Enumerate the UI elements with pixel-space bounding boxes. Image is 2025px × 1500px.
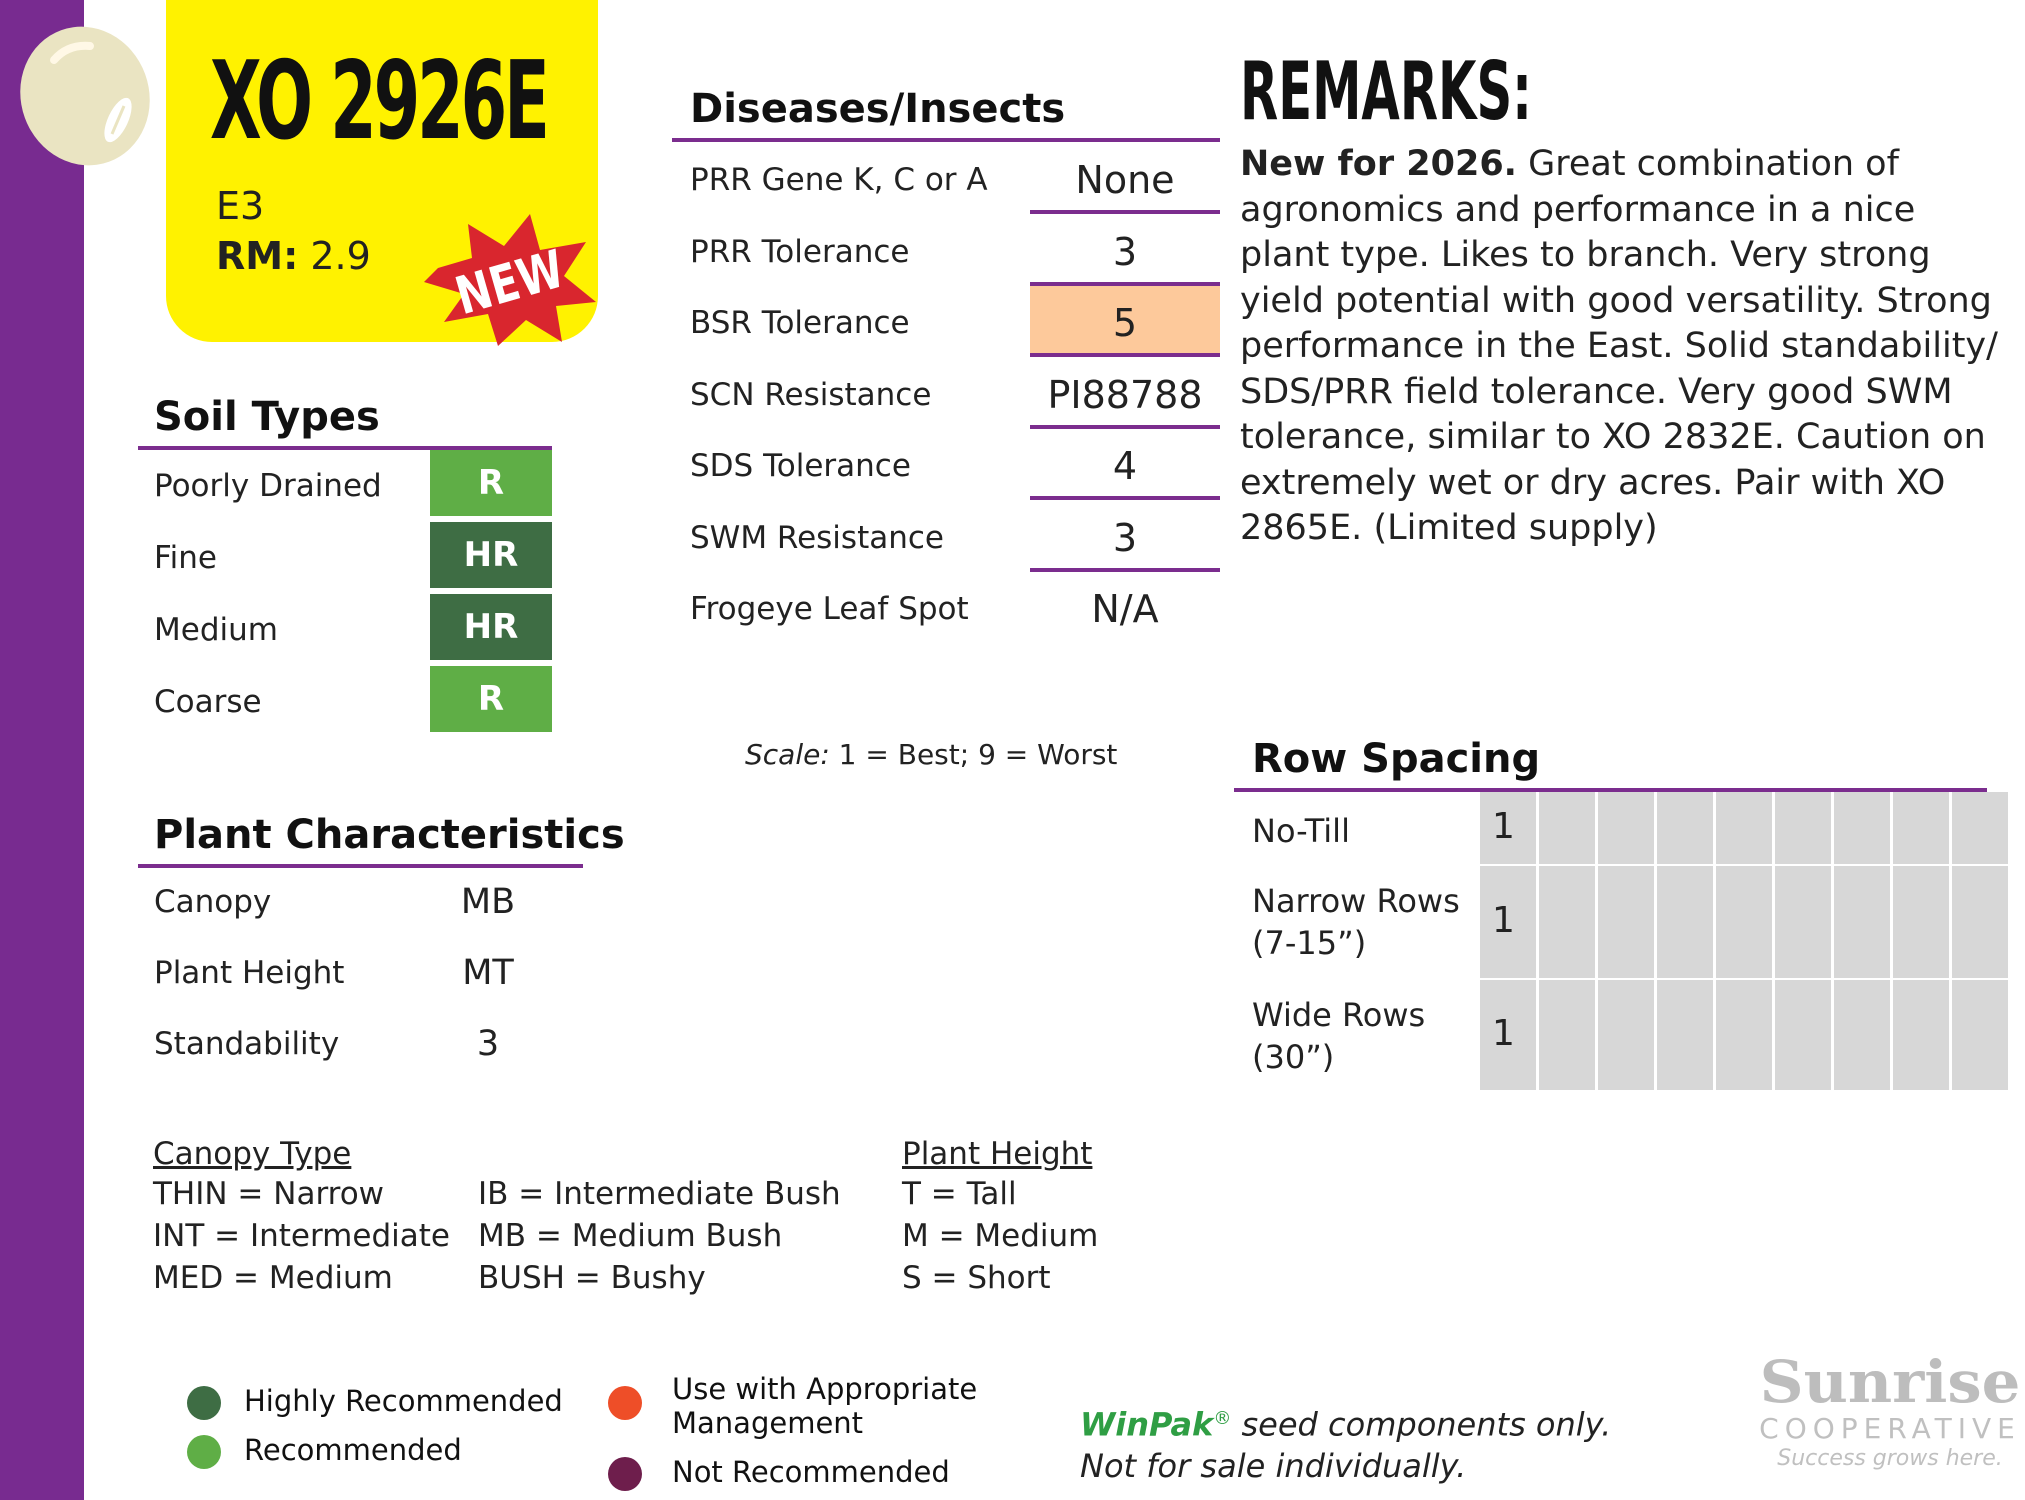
disease-value-rule (1030, 568, 1220, 572)
row-spacing-cell (1775, 866, 1831, 978)
plant-characteristic-value: 3 (476, 1024, 500, 1064)
relative-maturity: RM: 2.9 (216, 234, 371, 278)
row-spacing-label: No-Till (1252, 812, 1350, 850)
disease-value-rule (1030, 425, 1220, 429)
row-spacing-cell (1834, 980, 1890, 1090)
plant-height-key-item: S = Short (902, 1260, 1051, 1296)
plant-characteristics-rule (138, 864, 583, 868)
disease-label: BSR Tolerance (690, 305, 910, 341)
row-spacing-cell (1657, 792, 1713, 864)
plant-height-key-item: M = Medium (902, 1218, 1099, 1254)
row-spacing-cell (1952, 866, 2008, 978)
soil-type-label: Coarse (154, 684, 262, 720)
soil-type-rating: HR (430, 594, 552, 660)
disease-label: Frogeye Leaf Spot (690, 591, 969, 627)
plant-characteristic-value: MB (460, 882, 516, 922)
new-badge-label: NEW (449, 238, 571, 328)
winpak-brand: WinPak (1080, 1405, 1214, 1444)
row-spacing-title: Row Spacing (1252, 736, 1541, 782)
row-spacing-rating: 1 (1492, 806, 1515, 847)
not-recommended-label: Not Recommended (672, 1455, 950, 1489)
diseases-insects-title: Diseases/Insects (690, 86, 1066, 132)
remarks-text: New for 2026. Great combination of agronomics and performance in a nice plant type. Likes to branch. Very strong yield potential with good versatility. Strong performance in the East. Solid standability/ SDS/PRR field tolerance. Very good SWM tolerance, similar to XO 2832E. Caution on extremely wet or dry acres. Pair with XO 2865E. (Limited supply) (1240, 144, 1998, 548)
row-spacing-cell (1952, 980, 2008, 1090)
plant-characteristic-label: Canopy (154, 884, 272, 920)
disease-label: SDS Tolerance (690, 448, 911, 484)
not-recommended-dot (608, 1457, 642, 1491)
disease-label: SWM Resistance (690, 519, 944, 556)
disease-value: None (1075, 158, 1175, 202)
recommended-label: Recommended (244, 1433, 462, 1467)
soil-type-label: Fine (154, 540, 217, 576)
appropriate-management-label: Use with Appropriate Management (672, 1372, 978, 1440)
disease-value-rule (1030, 496, 1220, 500)
footer-note: WinPak® seed components only. Not for sale individually. (1080, 1405, 1612, 1485)
row-spacing-label: Wide Rows (30”) (1252, 996, 1426, 1076)
canopy-key-item: MB = Medium Bush (478, 1218, 783, 1254)
new-badge-icon (420, 210, 600, 350)
row-spacing-cell (1952, 792, 2008, 864)
disease-value: N/A (1091, 587, 1159, 631)
plant-height-key-title: Plant Height (902, 1136, 1093, 1172)
row-spacing-rating: 1 (1492, 900, 1515, 941)
row-spacing-cell (1893, 792, 1949, 864)
row-spacing-cell (1775, 792, 1831, 864)
plant-height-key-item: T = Tall (902, 1176, 1017, 1212)
soil-type-label: Poorly Drained (154, 468, 382, 504)
soil-type-rating: R (430, 666, 552, 732)
row-spacing-cell (1657, 980, 1713, 1090)
row-spacing-cell (1834, 866, 1890, 978)
trait-label: E3 (216, 184, 265, 228)
row-spacing-cell (1539, 980, 1595, 1090)
row-spacing-cell (1893, 980, 1949, 1090)
soil-types-title: Soil Types (154, 394, 380, 440)
soil-type-rating: HR (430, 522, 552, 588)
scale-note: Scale: 1 = Best; 9 = Worst (745, 738, 1118, 771)
disease-value-rule (1030, 210, 1220, 214)
plant-characteristics-title: Plant Characteristics (154, 812, 625, 858)
highly-recommended-dot (187, 1386, 221, 1420)
disease-value: 3 (1112, 515, 1138, 560)
appropriate-management-dot (608, 1386, 642, 1420)
disease-label: SCN Resistance (690, 376, 932, 413)
diseases-insects-rule (672, 138, 1220, 142)
disease-label: PRR Tolerance (690, 233, 910, 270)
row-spacing-label: Narrow Rows (7-15”) (1252, 882, 1460, 962)
row-spacing-cell (1598, 980, 1654, 1090)
canopy-key-item: MED = Medium (153, 1260, 393, 1296)
plant-characteristic-value: MT (462, 953, 514, 993)
row-spacing-rating: 1 (1492, 1013, 1515, 1054)
highly-recommended-label: Highly Recommended (244, 1384, 563, 1418)
disease-value: 3 (1112, 229, 1138, 274)
disease-value: PI88788 (1047, 372, 1203, 417)
row-spacing-cell (1539, 866, 1595, 978)
disease-label: PRR Gene K, C or A (690, 162, 988, 198)
row-spacing-cell (1775, 980, 1831, 1090)
plant-characteristic-label: Plant Height (154, 955, 345, 991)
row-spacing-cell (1539, 792, 1595, 864)
canopy-key-item: BUSH = Bushy (478, 1260, 706, 1296)
soil-type-rating: R (430, 450, 552, 516)
product-name: XO 2926E (210, 39, 547, 164)
canopy-key-item: IB = Intermediate Bush (478, 1176, 841, 1212)
disease-value-rule (1030, 282, 1220, 286)
row-spacing-cell (1716, 866, 1772, 978)
disease-value-rule (1030, 353, 1220, 357)
soybean-icon (16, 20, 154, 172)
disease-value: 4 (1112, 444, 1138, 488)
disease-value: 5 (1112, 301, 1138, 345)
remarks-title: REMARKS: (1240, 45, 1533, 138)
soil-type-label: Medium (154, 612, 278, 648)
plant-characteristic-label: Standability (154, 1026, 340, 1062)
row-spacing-cell (1834, 792, 1890, 864)
row-spacing-cell (1657, 866, 1713, 978)
row-spacing-cell (1716, 980, 1772, 1090)
canopy-key-item: THIN = Narrow (153, 1176, 385, 1212)
row-spacing-cell (1893, 866, 1949, 978)
canopy-type-key-title: Canopy Type (153, 1136, 352, 1172)
recommended-dot (187, 1435, 221, 1469)
sunrise-logo: Sunrise COOPERATIVE Success grows here. (1759, 1348, 2021, 1471)
row-spacing-cell (1598, 866, 1654, 978)
sidebar-band (0, 0, 84, 1500)
canopy-key-item: INT = Intermediate (153, 1218, 450, 1254)
row-spacing-cell (1716, 792, 1772, 864)
row-spacing-cell (1598, 792, 1654, 864)
